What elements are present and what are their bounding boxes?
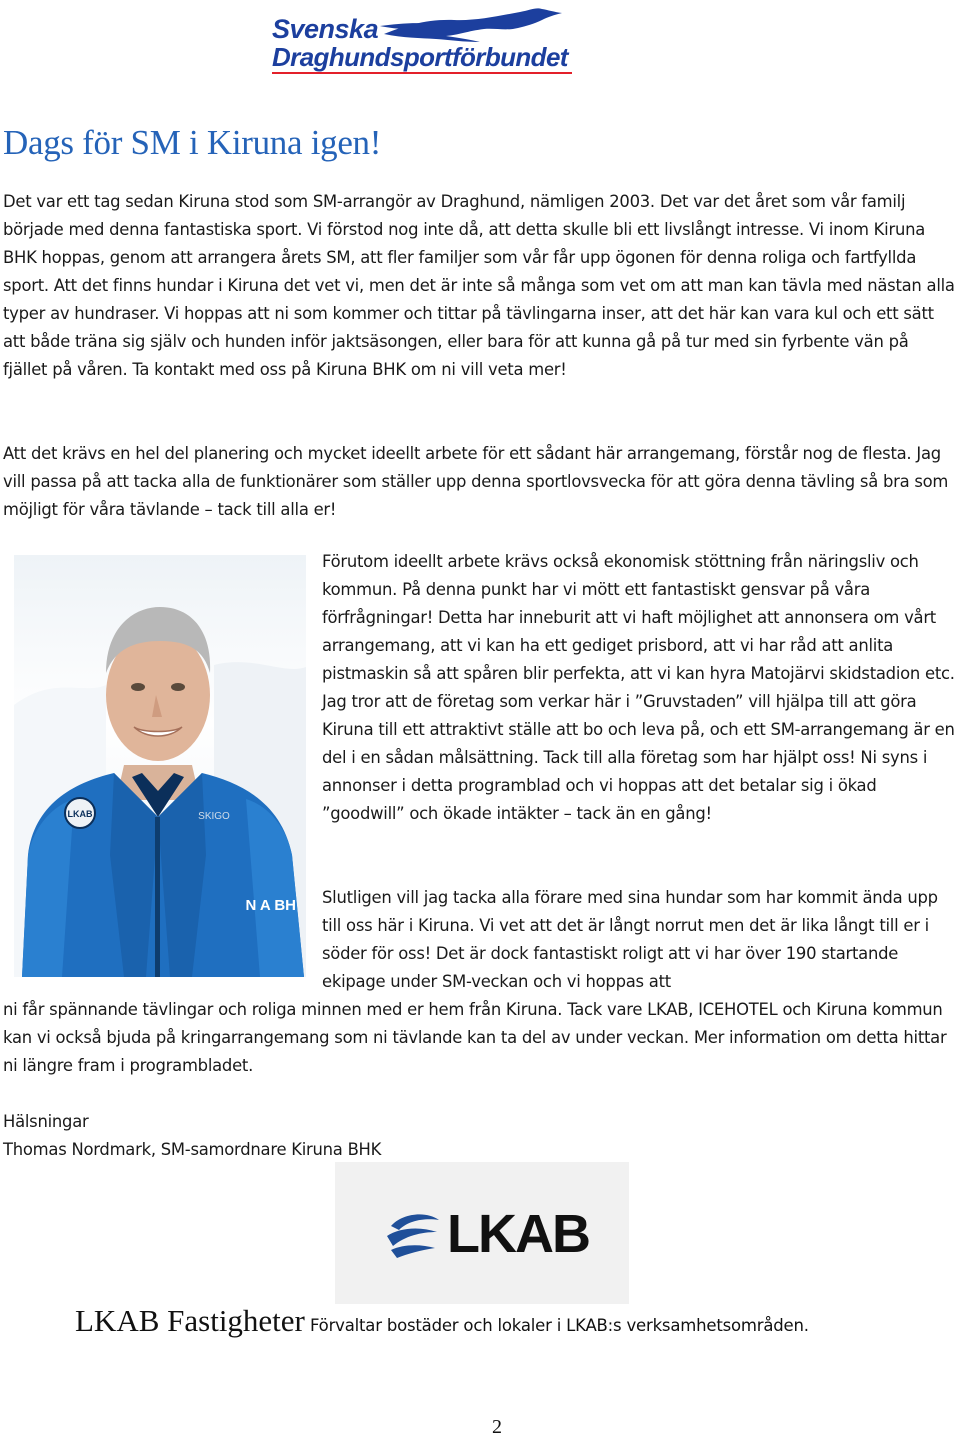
lkab-logo-text: LKAB: [447, 1204, 589, 1264]
paragraph-intro: Det var ett tag sedan Kiruna stod som SM-arrangör av Draghund, nämligen 2003. Det var det året som vår familj började med denna fantastiska sport. Vi förstod nog inte då, att detta skulle bli ett livslångt intresse. Vi inom Kiruna BHK hoppas, genom att arrangera årets SM, att fler familjer som vår får upp ögonen för denna roliga och fartfyllda sport. Att det finns hundar i Kiruna det vet vi, men det är inte så många som vet om att man kan tävla med nästan alla typer av hundraser. Vi hoppas att ni som kommer och tittar på tävlingarna inser, att det här kan vara kul och ett sätt att både träna sig själv och hunden inför jaktsäsongen, eller bara för att kunna gå på tur med sin fyrbente vän på fjället på våren. Ta kontakt med oss på Kiruna BHK om ni vill veta mer!: [3, 192, 955, 379]
lkab-ad-caption: [75, 1303, 809, 1339]
lkab-logo: [385, 1204, 589, 1264]
logo-underline: [272, 72, 572, 74]
running-dog-icon: [376, 4, 576, 44]
paragraph-sponsors: Förutom ideellt arbete krävs också ekonomisk stöttning från näringsliv och kommun. På denna punkt har vi mött ett fantastiskt gensvar på våra förfrågningar! Detta har inneburit att vi haft möjlighet att annonsera om vårt arrangemang, att vi kan ha ett gediget prisbord, att vi har råd att anlita pistmaskin så att spåren blir perfekta, att vi kan hyra Matojärvi skidstadion etc. Jag tror att de företag som verkar här i ”Gruvstaden” vill hjälpa till att göra Kiruna till ett attraktivt ställe att bo och leva på, och ett SM-arrangemang är en del i en sådan målsättning. Tack till alla företag som har hjälpt oss! Ni syns i annonser i detta programblad och vi hoppas att det betalar sig i ökad ”goodwill” och ökade intäkter – tack än en gång!: [322, 552, 955, 823]
paragraph-extra-events: ni får spännande tävlingar och roliga minnen med er hem från Kiruna. Tack vare LKAB, ICEHOTEL och Kiruna kommun kan vi också bjuda på kringarrangemang som ni tävlande kan ta del av under veckan. Mer information om detta hittar ni längre fram i programbladet.: [3, 1000, 947, 1075]
paragraph-thanks-volunteers: Att det krävs en hel del planering och mycket ideellt arbete för ett sådant här arrangemang, förstår nog de flesta. Jag vill passa på att tacka alla de funktionärer som ställer upp denna sportlovsvecka för att göra denna tävling så bra som möjligt för våra tävlande – tack till alla er!: [3, 444, 949, 519]
lkab-swirl-icon: [385, 1208, 443, 1260]
paragraph-thanks-drivers: Slutligen vill jag tacka alla förare med sina hundar som har kommit ända upp till oss här i Kiruna. Vi vet att det är långt norrut men det är lika långt till er i söder för oss! Det är dock fantastiskt roligt att vi har över 190 startande ekipage under SM-veckan och vi hoppas att: [322, 888, 938, 991]
jacket-sleeve-text: N A BH: [245, 897, 296, 914]
jacket-badge-text: LKAB: [67, 809, 93, 819]
logo-line2: Draghundsportförbundet: [272, 42, 568, 72]
lkab-logo-box: [335, 1162, 629, 1304]
signature-greeting: Hälsningar: [3, 1112, 89, 1131]
page-title: Dags för SM i Kiruna igen!: [3, 123, 382, 162]
ad-brand: LKAB Fastigheter: [75, 1303, 305, 1338]
signature-name: Thomas Nordmark, SM-samordnare Kiruna BHK: [3, 1140, 382, 1159]
jacket-brand-text: SKIGO: [198, 811, 230, 822]
federation-logo: [268, 4, 578, 78]
logo-line1: Svenska: [272, 14, 379, 44]
portrait-illustration: [14, 555, 306, 977]
portrait-photo: [14, 555, 306, 977]
page-number: 2: [492, 1416, 502, 1438]
signature: [3, 1108, 957, 1164]
ad-description: Förvaltar bostäder och lokaler i LKAB:s verksamhetsområden.: [309, 1316, 809, 1335]
